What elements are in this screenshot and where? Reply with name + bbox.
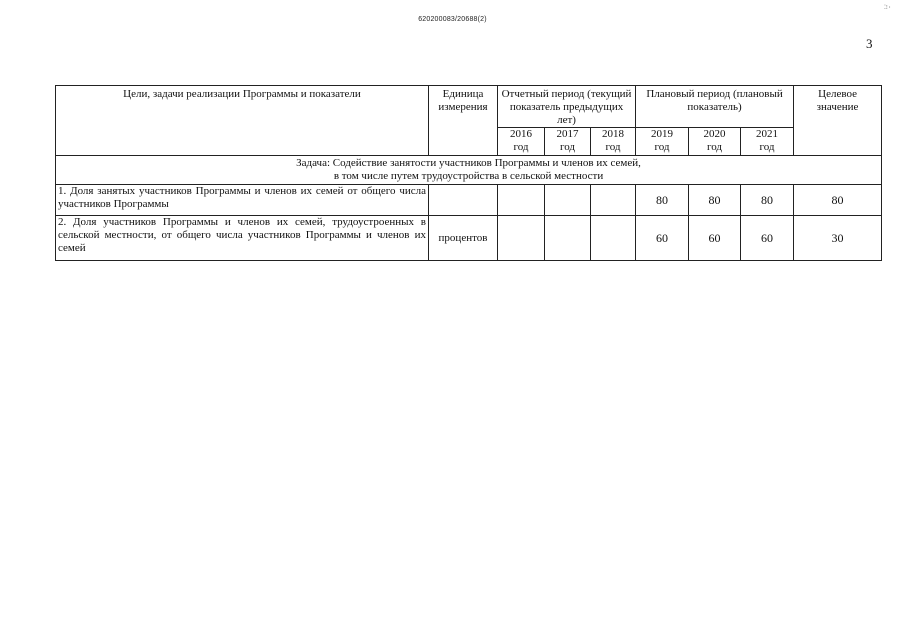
value-2019: 80 <box>636 185 689 216</box>
year-suffix: год <box>759 141 775 153</box>
task-line-1: Задача: Содействие занятости участников Программы и членов их семей, <box>296 157 641 169</box>
indicator-cell: 1. Доля занятых участников Программы и членов их семей от общего числа участников Программы <box>56 185 429 216</box>
year-number: 2021 <box>756 128 779 140</box>
header-year-2020 <box>689 128 741 156</box>
target-value: 80 <box>794 185 882 216</box>
unit-cell: процентов <box>429 216 498 261</box>
value-2016 <box>498 185 545 216</box>
header-goals: Цели, задачи реализации Программы и показатели <box>56 86 429 156</box>
year-number: 2017 <box>556 128 579 140</box>
header-unit: Единица измерения <box>429 86 498 156</box>
header-row <box>56 86 882 128</box>
value-2016 <box>498 216 545 261</box>
header-target: Целевое значение <box>794 86 882 156</box>
header-year-2017 <box>545 128 591 156</box>
year-suffix: год <box>513 141 529 153</box>
year-suffix: год <box>605 141 621 153</box>
year-suffix: год <box>559 141 576 153</box>
year-suffix: год <box>654 141 670 153</box>
task-row <box>56 156 882 185</box>
table-row <box>56 185 882 216</box>
year-suffix: год <box>707 141 723 153</box>
value-2021: 80 <box>741 185 794 216</box>
header-year-2019 <box>636 128 689 156</box>
task-cell <box>56 156 882 185</box>
header-year-2021 <box>741 128 794 156</box>
table-row <box>56 216 882 261</box>
value-2018 <box>591 185 636 216</box>
value-2017 <box>545 185 591 216</box>
page-number: 3 <box>866 36 873 51</box>
indicator-cell: 2. Доля участников Программы и членов их семей, трудоустроенных в сельской местности, от общего числа участников Программы и членов их семей <box>56 216 429 261</box>
value-2017 <box>545 216 591 261</box>
year-number: 2020 <box>703 128 726 140</box>
year-number: 2019 <box>651 128 674 140</box>
header-planned-period: Плановый период (плановый показатель) <box>636 86 794 128</box>
corner-mark: ⁚⁝· <box>884 4 892 11</box>
value-2021: 60 <box>741 216 794 261</box>
header-year-2016 <box>498 128 545 156</box>
header-reporting-period: Отчетный период (текущий показатель предыдущих лет) <box>498 86 636 128</box>
target-value: 30 <box>794 216 882 261</box>
task-line-2: в том числе путем трудоустройства в сельской местности <box>333 170 604 182</box>
unit-cell <box>429 185 498 216</box>
document-number: 620200083/20688(2) <box>418 16 487 23</box>
year-number: 2018 <box>602 128 625 140</box>
value-2019: 60 <box>636 216 689 261</box>
value-2020: 80 <box>689 185 741 216</box>
header-year-2018 <box>591 128 636 156</box>
indicators-table <box>55 85 882 261</box>
value-2018 <box>591 216 636 261</box>
year-number: 2016 <box>510 128 532 140</box>
value-2020: 60 <box>689 216 741 261</box>
